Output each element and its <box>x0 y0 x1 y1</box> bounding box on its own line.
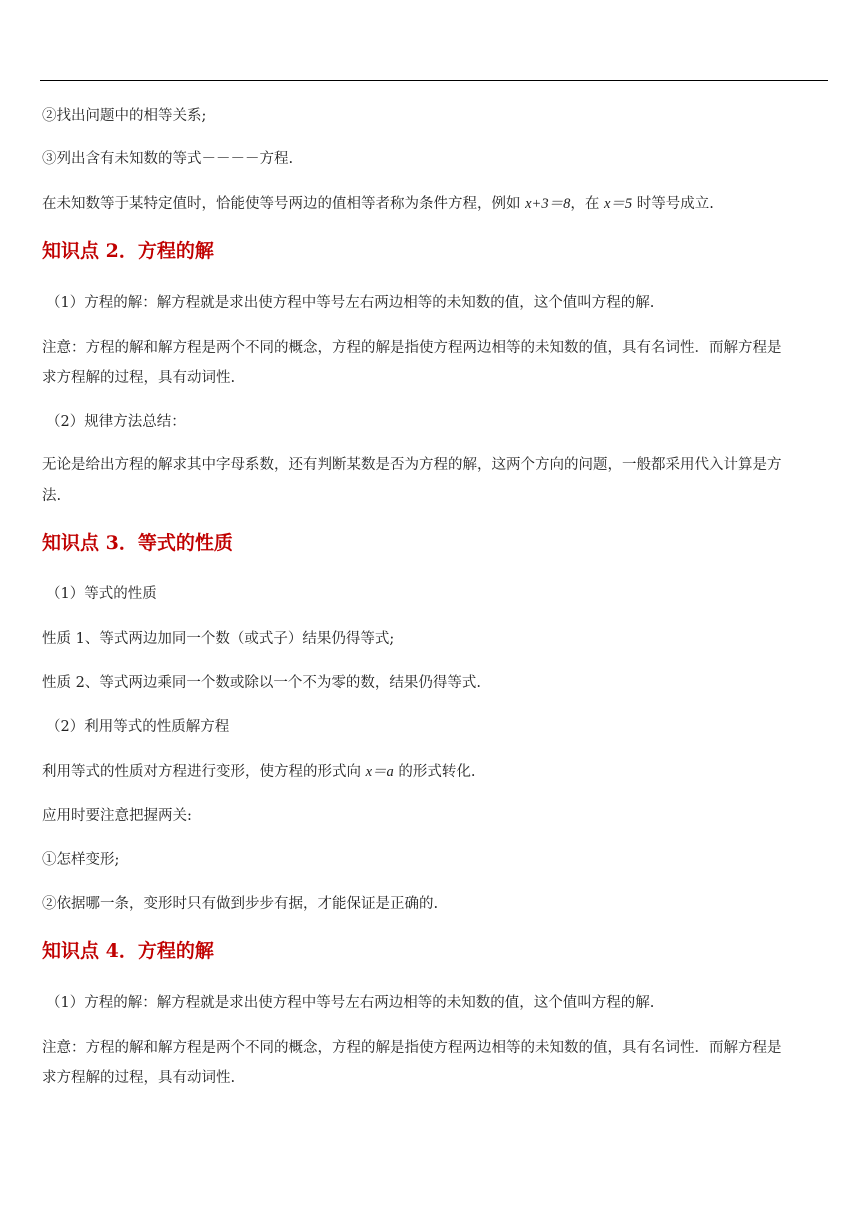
k2-rule-line2: 法. <box>42 488 62 504</box>
k4-note-line2: 求方程解的过程，具有动词性. <box>42 1070 236 1086</box>
use-text-b: 的形式转化. <box>393 764 476 780</box>
k4-p1: （1）方程的解：解方程就是求出使方程中等号左右两边相等的未知数的值，这个值叫方程的解. <box>46 995 655 1011</box>
k3-apply: 应用时要注意把握两关: <box>42 808 192 824</box>
cond-text-b: ，在 <box>570 196 604 212</box>
step-3: ③列出含有未知数的等式－－－－方程. <box>42 151 294 167</box>
k3-p2: （2）利用等式的性质解方程 <box>46 719 230 735</box>
k3-check-1: ①怎样变形; <box>42 852 120 868</box>
conditional-equation-text <box>42 194 714 214</box>
k2-note-line2: 求方程解的过程，具有动词性. <box>42 370 236 386</box>
k3-use-text <box>42 762 476 782</box>
k2-p1: （1）方程的解：解方程就是求出使方程中等号左右两边相等的未知数的值，这个值叫方程的解. <box>46 295 655 311</box>
cond-text-a: 在未知数等于某特定值时，恰能使等号两边的值相等者称为条件方程，例如 <box>42 196 526 212</box>
k2-rule-line1: 无论是给出方程的解求其中字母系数，还有判断某数是否为方程的解，这两个方向的问题，一般都采用代入计算是方 <box>42 457 782 473</box>
use-text-a: 利用等式的性质对方程进行变形，使方程的形式向 <box>42 764 366 780</box>
heading-k3: 知识点 3．等式的性质 <box>42 532 233 554</box>
cond-text-c: 时等号成立. <box>632 196 714 212</box>
cond-eq-1: x+3＝8 <box>525 196 571 212</box>
k2-note-line1: 注意：方程的解和解方程是两个不同的概念，方程的解是指使方程两边相等的未知数的值，具有名词性．而解方程是 <box>42 340 782 356</box>
cond-eq-2: x＝5 <box>603 196 633 212</box>
heading-k4: 知识点 4．方程的解 <box>42 940 214 962</box>
k3-property-2: 性质 2、等式两边乘同一个数或除以一个不为零的数，结果仍得等式. <box>42 675 481 691</box>
heading-k2: 知识点 2．方程的解 <box>42 240 214 262</box>
k3-p1: （1）等式的性质 <box>46 586 157 602</box>
k2-p2: （2）规律方法总结： <box>46 414 186 430</box>
step-2: ②找出问题中的相等关系; <box>42 108 207 124</box>
k3-property-1: 性质 1、等式两边加同一个数（或式子）结果仍得等式; <box>42 631 395 647</box>
use-eq: x＝a <box>365 764 394 780</box>
header-rule <box>40 80 828 81</box>
k4-note-line1: 注意：方程的解和解方程是两个不同的概念，方程的解是指使方程两边相等的未知数的值，具有名词性．而解方程是 <box>42 1040 782 1056</box>
k3-check-2: ②依据哪一条，变形时只有做到步步有据，才能保证是正确的. <box>42 896 439 912</box>
